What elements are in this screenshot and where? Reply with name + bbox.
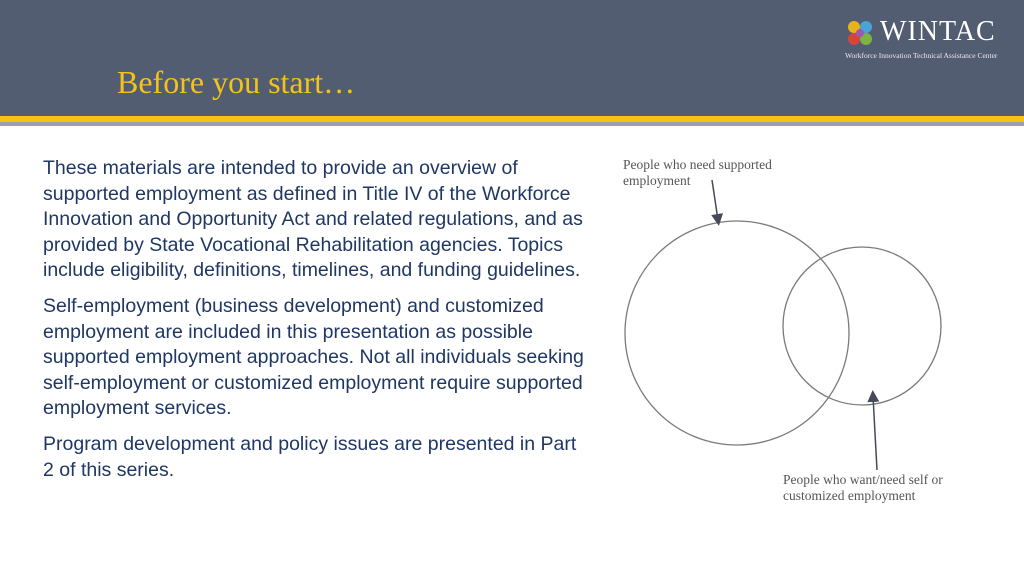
paragraph-approaches: Self-employment (business development) and customized employment are included in this presentation as possible supported employment approaches. Not all individuals seeking self-employment or customized employment require supported employment services. — [43, 294, 584, 420]
circle-need-supported — [625, 221, 849, 445]
wintac-logo — [845, 16, 1015, 62]
arrow-want-self-customized — [873, 396, 877, 470]
slide-title: Before you start… — [117, 64, 356, 100]
logo-tagline: Workforce Innovation Technical Assistance Center — [845, 51, 998, 60]
venn-label-need-supported: People who need supported employment — [623, 157, 772, 188]
circle-want-self-customized — [783, 247, 941, 405]
logo-name: WINTAC — [880, 16, 996, 47]
venn-label-want-self-customized: People who want/need self or customized employment — [783, 472, 943, 503]
body-text — [43, 156, 588, 493]
header-divider — [0, 122, 1024, 126]
paragraph-part-two: Program development and policy issues are presented in Part 2 of this series. — [43, 432, 577, 481]
logo-mark-icon — [845, 18, 875, 48]
paragraph-overview: These materials are intended to provide an overview of supported employment as defined in Title IV of the Workforce Innovation and Opportunity Act and related regulations, and as provided by State Vocational Rehabilitation agencies. Topics include eligibility, definitions, timelines, and funding guidelines. — [43, 157, 583, 282]
